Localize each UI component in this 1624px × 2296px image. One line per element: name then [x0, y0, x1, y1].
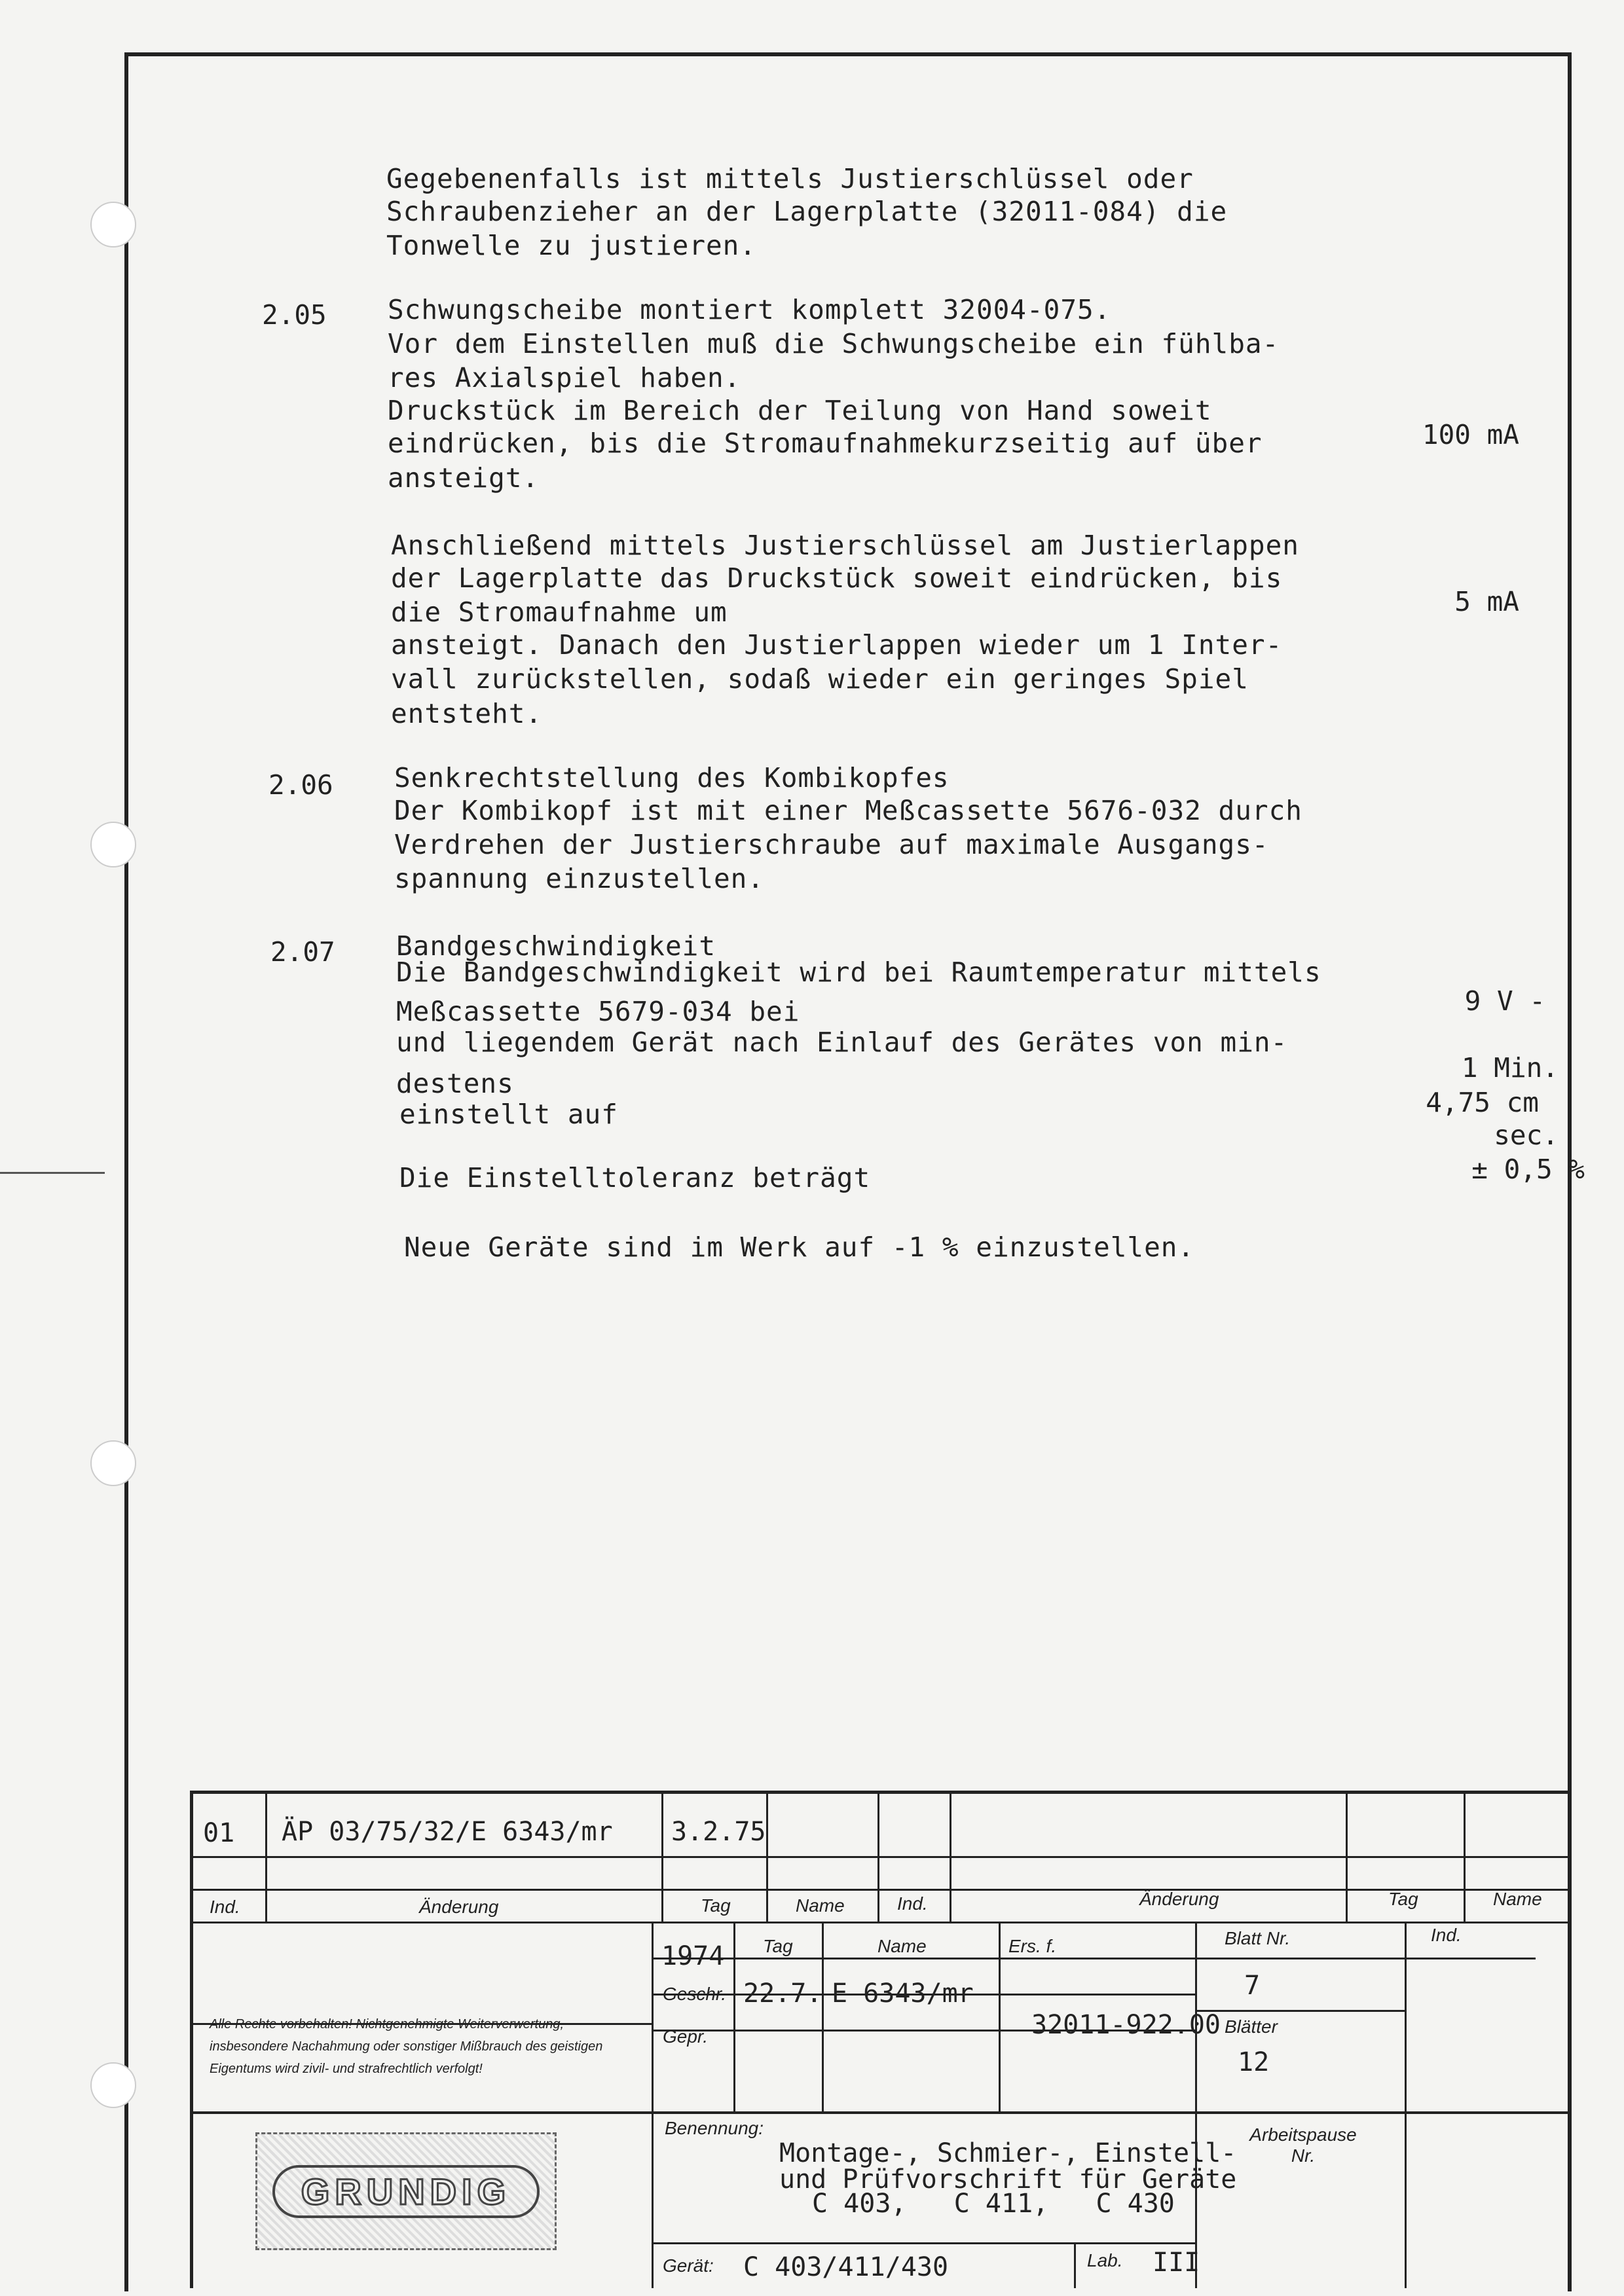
text-line: ansteigt. Danach den Justierlappen wieder um 1 Inter- — [391, 629, 1283, 661]
text-line: Der Kombikopf ist mit einer Meßcassette 5676-032 durch — [394, 795, 1302, 826]
hdr-change: Änderung — [419, 1897, 499, 1917]
hdr-ind: Ind. — [210, 1897, 240, 1917]
text-line: Meßcassette 5679-034 bei — [396, 996, 800, 1027]
hdr-tag: Tag — [701, 1895, 731, 1916]
rev-date: 3.2.75 — [671, 1817, 766, 1847]
lab-label: Lab. — [1087, 2250, 1123, 2270]
blatt-value: 7 — [1244, 1971, 1261, 2001]
text-line: Schwungscheibe montiert komplett 32004-075. — [388, 294, 1111, 325]
text-line: Senkrechtstellung des Kombikopfes — [394, 762, 950, 793]
value-tolerance: ± 0,5 % — [1471, 1154, 1585, 1185]
rev-ind: 01 — [203, 1818, 235, 1848]
fold-mark — [0, 1172, 105, 1174]
geschr-date: 22.7. — [743, 1978, 822, 2009]
value-speed: 4,75 cm — [1426, 1087, 1539, 1118]
value-sec: sec. — [1494, 1120, 1559, 1151]
hdr-ind-2: Ind. — [897, 1893, 928, 1914]
value-1min: 1 Min. — [1461, 1052, 1559, 1084]
year: 1974 — [661, 1941, 725, 1971]
gepr-label: Gepr. — [663, 2026, 708, 2047]
blatt-label: Blatt Nr. — [1225, 1928, 1291, 1948]
ind-label: Ind. — [1431, 1925, 1462, 1945]
text-line: spannung einzustellen. — [394, 863, 765, 894]
text-line: res Axialspiel haben. — [388, 362, 741, 393]
doc-number: 32011-922.00 — [1031, 2010, 1221, 2040]
intro-line: Schraubenzieher an der Lagerplatte (32011-084) die — [386, 196, 1228, 227]
section-number: 2.06 — [268, 769, 333, 801]
arbeitspause-label: Arbeitspause Nr. — [1249, 2124, 1357, 2166]
blaetter-value: 12 — [1238, 2047, 1270, 2077]
text-line: vall zurückstellen, sodaß wieder ein geringes Spiel — [391, 663, 1249, 695]
geraet-value: C 403/411/430 — [743, 2252, 949, 2282]
value-100ma: 100 mA — [1422, 419, 1519, 450]
text-line: Druckstück im Bereich der Teilung von Hand soweit — [388, 395, 1212, 426]
punch-hole — [90, 1440, 136, 1486]
benennung-line: und Prüfvorschrift für Geräte — [779, 2164, 1237, 2195]
value-5ma: 5 mA — [1454, 586, 1519, 617]
text-line: der Lagerplatte das Druckstück soweit eindrücken, bis — [391, 562, 1283, 594]
grundig-logo — [255, 2132, 557, 2250]
benennung-label: Benennung: — [665, 2118, 764, 2138]
punch-hole — [90, 822, 136, 867]
lab-value: III — [1153, 2248, 1200, 2278]
tolerance-line: Die Einstelltoleranz beträgt — [399, 1162, 871, 1194]
text-line: ansteigt. — [388, 462, 540, 494]
text-line: Die Bandgeschwindigkeit wird bei Raumtemperatur mittels — [396, 957, 1321, 988]
legal-notice: Alle Rechte vorbehalten! Nichtgenehmigte Weiterverwertung, insbesondere Nachahmung oder sonstiger Mißbrauch des geistigen Eigentums wird zivil- und strafrechtlich verfolgt! — [210, 2017, 603, 2076]
benennung-line: Montage-, Schmier-, Einstell- — [779, 2138, 1237, 2168]
hdr-tag-2: Tag — [1388, 1889, 1418, 1909]
punch-hole — [90, 2062, 136, 2108]
hdr-change-2: Änderung — [1139, 1889, 1219, 1909]
text-line: entsteht. — [391, 698, 543, 729]
blaetter-label: Blätter — [1225, 2016, 1278, 2037]
geschr-label: Geschr. — [663, 1984, 726, 2004]
text-line: Anschließend mittels Justierschlüssel am Justierlappen — [391, 530, 1299, 561]
text-line: destens — [396, 1068, 514, 1099]
section-number: 2.07 — [270, 936, 335, 968]
note-line: Neue Geräte sind im Werk auf -1 % einzustellen. — [404, 1231, 1195, 1263]
hdr-name: Name — [796, 1895, 845, 1916]
text-line: die Stromaufnahme um — [391, 596, 728, 628]
value-9v: 9 V - — [1464, 985, 1545, 1017]
title-block — [190, 1791, 1572, 2288]
col-name: Name — [877, 1936, 927, 1956]
section-number: 2.05 — [262, 299, 327, 331]
ers-label: Ers. f. — [1008, 1936, 1057, 1956]
punch-hole — [90, 202, 136, 247]
intro-line: Gegebenenfalls ist mittels Justierschlüssel oder — [386, 163, 1194, 194]
text-line: Bandgeschwindigkeit — [396, 930, 716, 962]
text-line: Vor dem Einstellen muß die Schwungscheibe ein fühlba- — [388, 328, 1280, 359]
text-line: und liegendem Gerät nach Einlauf des Gerätes von min- — [396, 1027, 1288, 1058]
geraet-label: Gerät: — [663, 2255, 714, 2276]
rev-change: ÄP 03/75/32/E 6343/mr — [282, 1817, 613, 1847]
benennung-line: C 403, C 411, C 430 — [812, 2189, 1175, 2219]
logo-text: GRUNDIG — [272, 2165, 540, 2218]
col-tag: Tag — [763, 1936, 793, 1956]
geschr-name: E 6343/mr — [832, 1978, 974, 2009]
text-line: Verdrehen der Justierschraube auf maximale Ausgangs- — [394, 829, 1269, 860]
text-line: einstellt auf — [399, 1099, 618, 1130]
hdr-name-2: Name — [1493, 1889, 1542, 1909]
text-line: eindrücken, bis die Stromaufnahmekurzseitig auf über — [388, 428, 1263, 459]
intro-line: Tonwelle zu justieren. — [386, 230, 757, 261]
